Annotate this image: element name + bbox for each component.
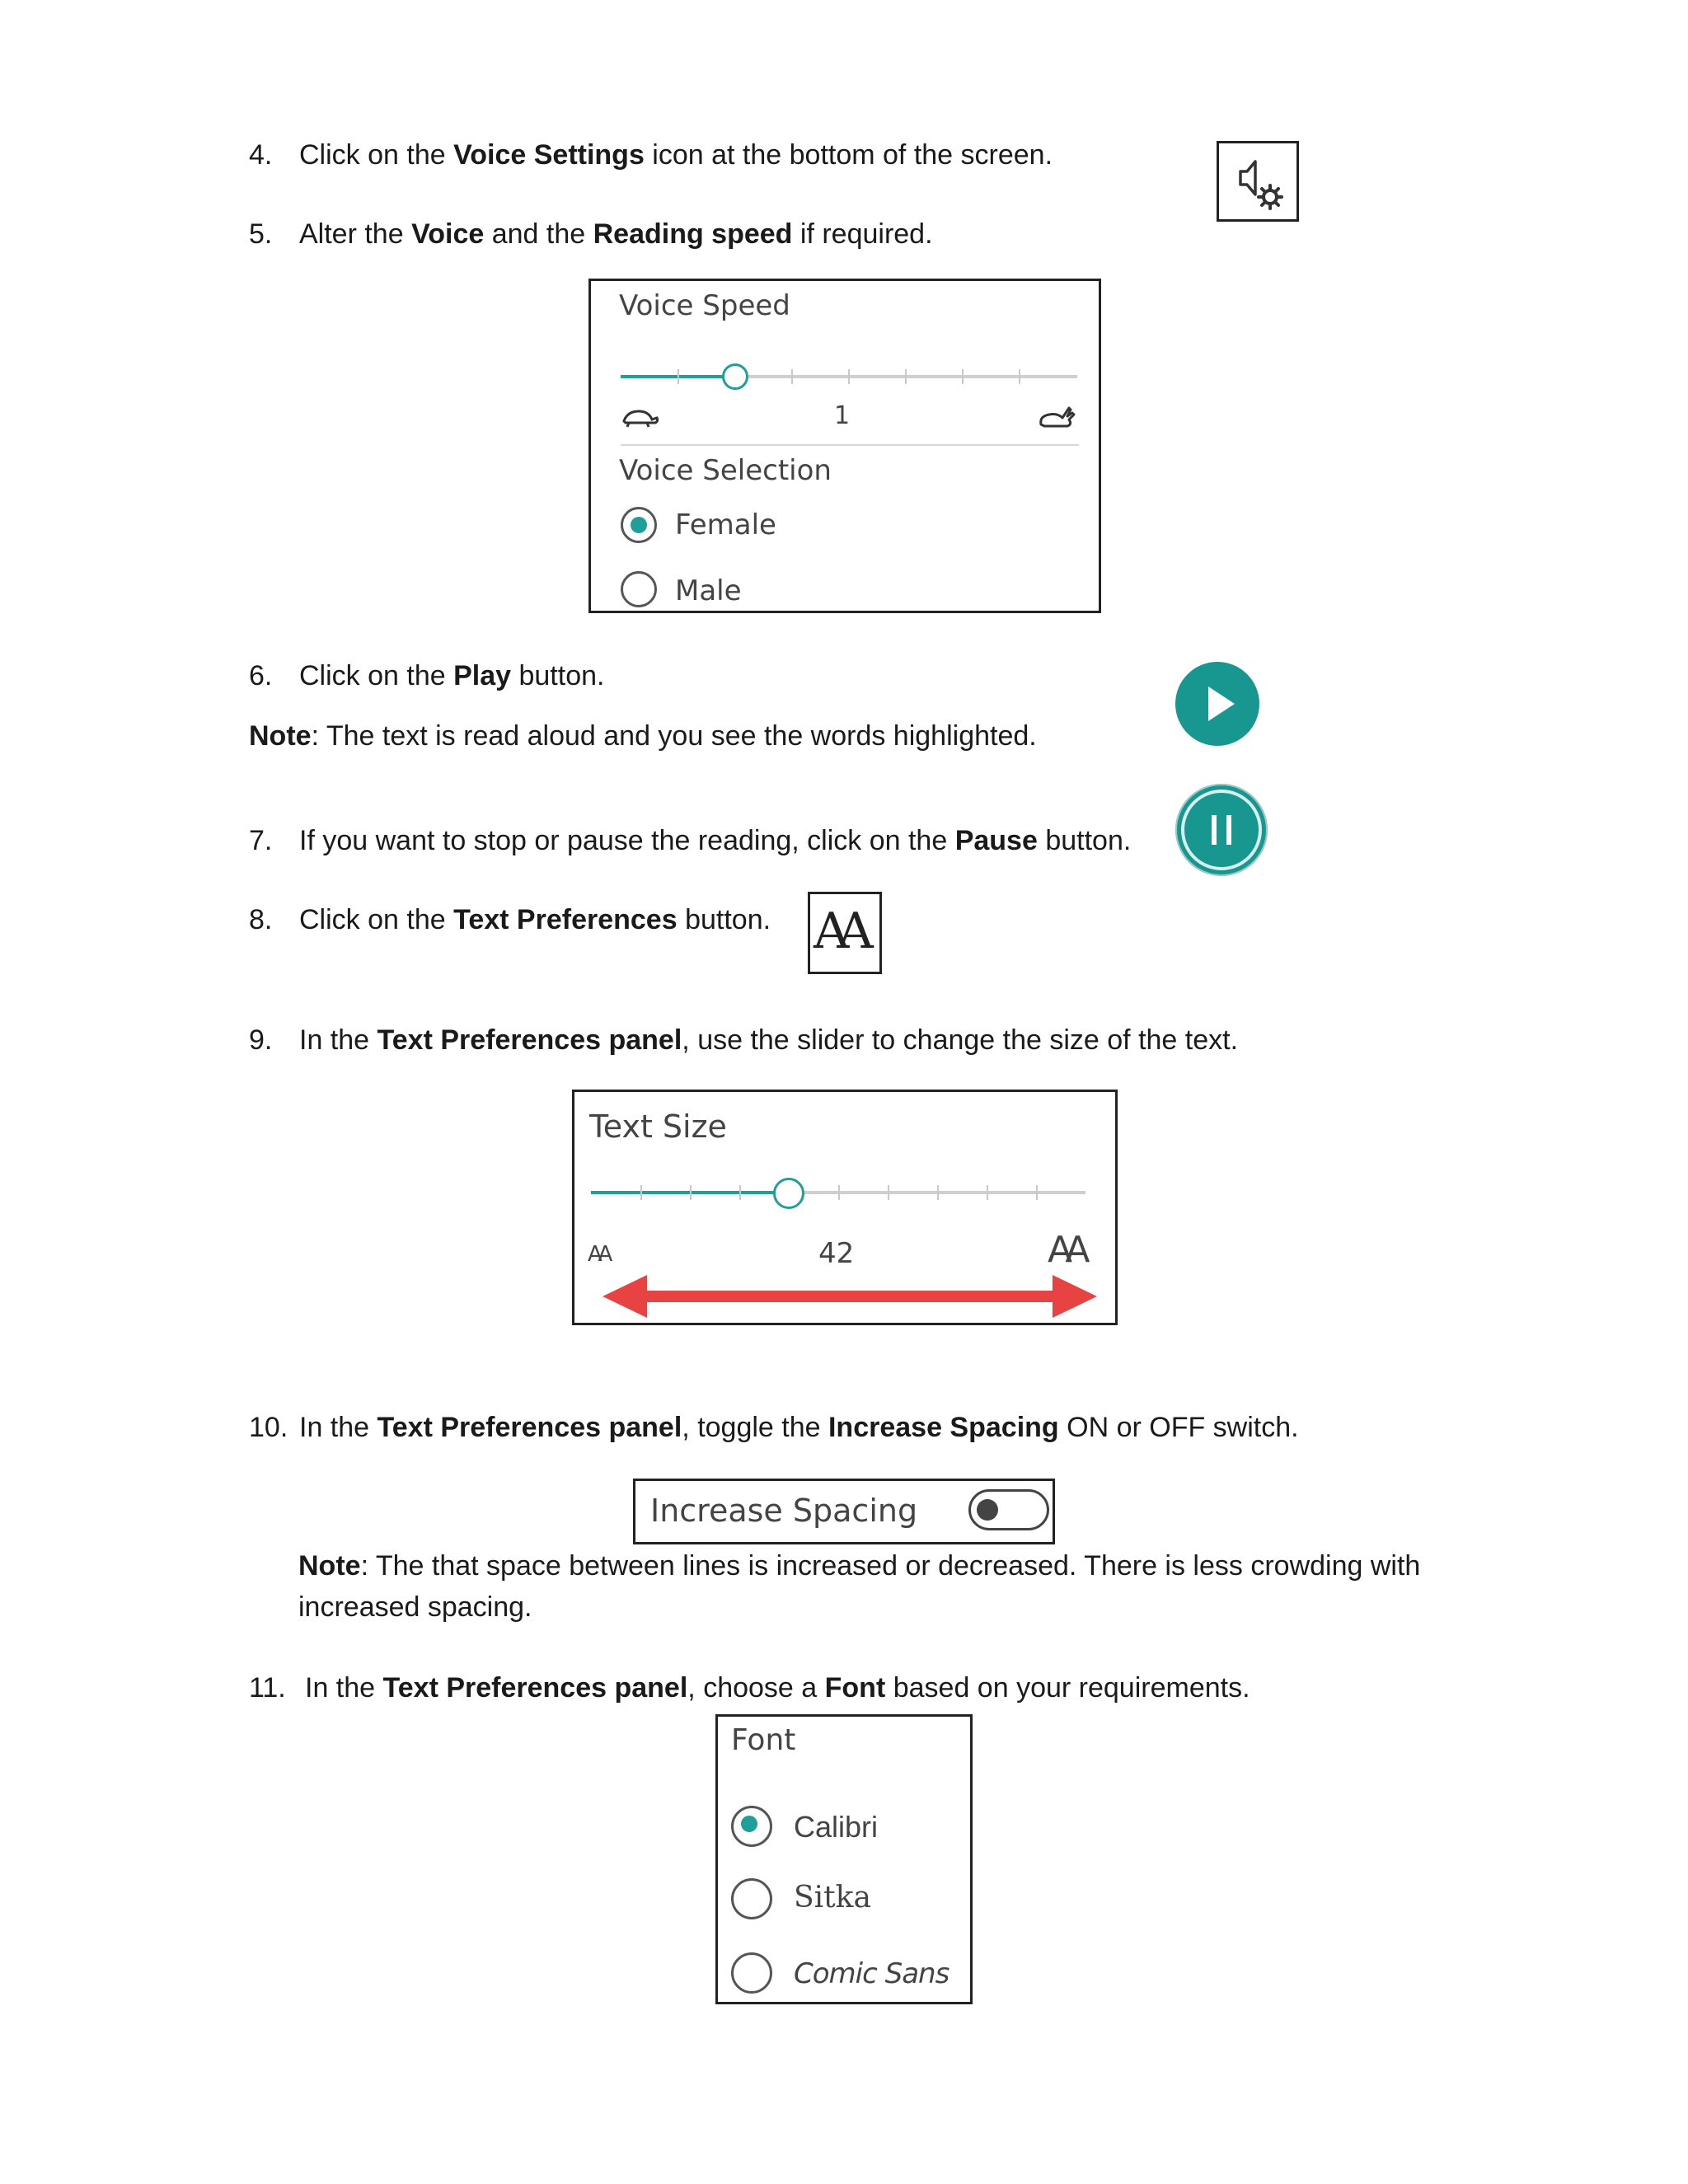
step-number: 7. (249, 825, 273, 856)
step-text: Alter the Voice and the Reading speed if required. (299, 218, 933, 250)
step-text: If you want to stop or pause the reading, click on the Pause button. (299, 825, 1132, 856)
double-arrow-icon (603, 1275, 1097, 1318)
play-button[interactable] (1175, 662, 1259, 746)
play-icon (1175, 662, 1259, 746)
voice-settings-icon (1219, 143, 1296, 219)
toggle-knob (977, 1499, 998, 1521)
voice-settings-panel (588, 279, 1101, 613)
radio-comic-sans[interactable] (731, 1952, 772, 1994)
step-text: Click on the Voice Settings icon at the bottom of the screen. (299, 139, 1053, 171)
slider-thumb[interactable] (722, 363, 748, 390)
voice-settings-icon-box[interactable] (1217, 141, 1299, 222)
voice-selection-title: Voice Selection (619, 454, 832, 487)
step-number: 9. (249, 1024, 273, 1056)
text-preferences-button[interactable] (808, 892, 882, 974)
step-text: Click on the Play button. (299, 660, 605, 691)
pause-icon (1175, 784, 1268, 876)
turtle-icon (619, 405, 660, 429)
voice-speed-title: Voice Speed (619, 289, 790, 322)
step-number: 10. (249, 1412, 288, 1443)
text-size-title: Text Size (589, 1108, 727, 1145)
text-size-small-icon: AA (588, 1242, 608, 1267)
radio-male-label: Male (675, 574, 742, 607)
slider-tick (1036, 1185, 1038, 1200)
slider-tick (739, 1185, 741, 1200)
slider-tick (791, 369, 793, 384)
text-size-value: 42 (818, 1237, 855, 1270)
text-size-large-icon: AA (1048, 1229, 1082, 1271)
text-preferences-icon: AA (814, 902, 862, 960)
radio-male[interactable] (621, 571, 657, 607)
step-number: 4. (249, 139, 273, 171)
slider-tick (962, 369, 964, 384)
text-size-panel (572, 1090, 1118, 1325)
pause-button[interactable] (1175, 784, 1268, 876)
radio-sitka[interactable] (731, 1878, 772, 1919)
voice-speed-value: 1 (834, 401, 851, 430)
slider-tick (937, 1185, 939, 1200)
slider-tick (640, 1185, 642, 1200)
rabbit-icon (1036, 401, 1077, 429)
slider-tick (905, 369, 907, 384)
step-text: Click on the Text Preferences button. (299, 904, 771, 935)
step-text: In the Text Preferences panel, use the slider to change the size of the text. (299, 1024, 1239, 1056)
slider-tick (888, 1185, 889, 1200)
step-number: 8. (249, 904, 273, 935)
text-size-slider[interactable] (591, 1176, 1085, 1209)
step-text: In the Text Preferences panel, toggle the Increase Spacing ON or OFF switch. (299, 1412, 1299, 1443)
voice-speed-slider[interactable] (621, 360, 1077, 393)
step-text: In the Text Preferences panel, choose a Font based on your requirements. (305, 1672, 1250, 1704)
step-number: 11. (249, 1672, 286, 1704)
divider (621, 444, 1079, 446)
increase-spacing-toggle[interactable] (968, 1489, 1049, 1530)
slider-thumb[interactable] (773, 1178, 804, 1209)
slider-tick (838, 1185, 840, 1200)
spacing-note: Note: The that space between lines is increased or decreased. There is less crowding with increased spacing. (298, 1550, 1421, 1623)
step-number: 5. (249, 218, 273, 250)
font-panel (715, 1714, 973, 2004)
radio-comic-sans-label: Comic Sans (794, 1957, 950, 1990)
radio-sitka-label: Sitka (794, 1881, 871, 1915)
radio-female[interactable] (621, 507, 657, 543)
step-number: 6. (249, 660, 273, 691)
slider-tick (678, 369, 679, 384)
play-note: Note: The text is read aloud and you see the words highlighted. (249, 720, 1037, 752)
increase-spacing-panel (633, 1479, 1055, 1544)
radio-female-label: Female (675, 509, 776, 541)
radio-calibri[interactable] (731, 1806, 772, 1847)
slider-tick (987, 1185, 988, 1200)
slider-tick (690, 1185, 692, 1200)
increase-spacing-label: Increase Spacing (650, 1493, 918, 1529)
radio-calibri-label: Calibri (794, 1810, 879, 1844)
font-title: Font (731, 1723, 796, 1757)
slider-tick (1019, 369, 1020, 384)
slider-tick (848, 369, 850, 384)
